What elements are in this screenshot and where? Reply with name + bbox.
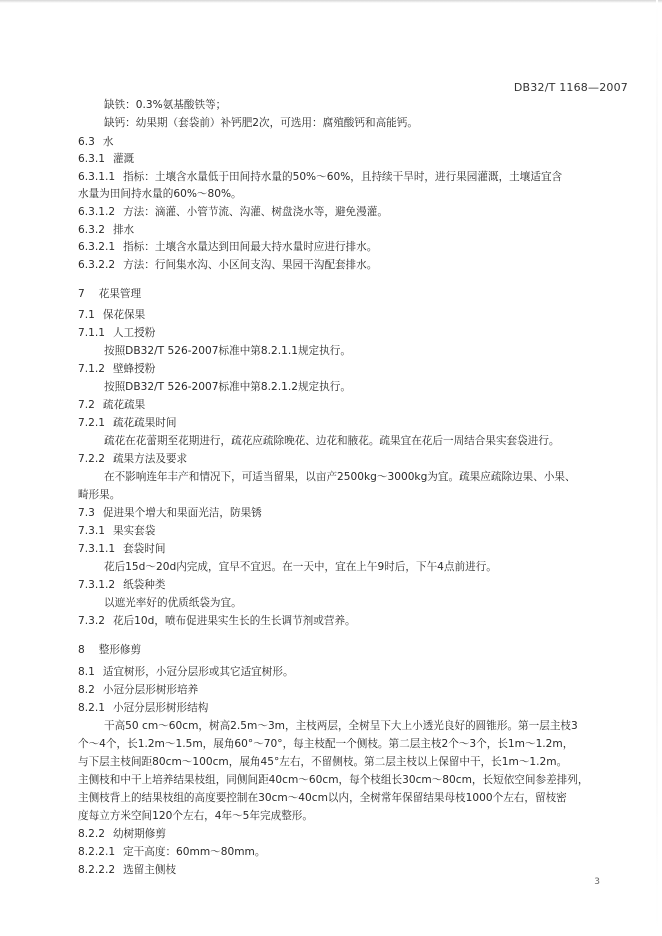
clause-line: 8.2.2.1 定干高度：60mm～80mm。 (78, 846, 266, 858)
text-line: 度每立方米空间120个左右，4年～5年完成整形。 (78, 810, 313, 822)
text-line: 水量为田间持水量的60%～80%。 (78, 188, 242, 200)
document-number: DB32/T 1168—2007 (513, 81, 628, 94)
section-heading: 7.3 促进果个增大和果面光洁，防果锈 (78, 507, 262, 519)
subsection-heading: 7.3.1 果实套袋 (78, 525, 156, 537)
subsection-heading: 6.3.1 灌溉 (78, 153, 135, 165)
text-line: 主侧枝和中干上培养结果枝组，同侧间距40cm～60cm，每个枝组长30cm～80cm，长短依空间参差排列， (78, 774, 589, 786)
subsection-heading: 7.2.2 疏果方法及要求 (78, 453, 188, 465)
clause-line: 7.3.2 花后10d，喷布促进果实生长的生长调节剂或营养。 (78, 615, 356, 627)
section-heading: 7.1 保花保果 (78, 309, 146, 321)
page-number: 3 (594, 877, 600, 887)
clause-line: 6.3.1.1 指标：土壤含水量低于田间持水量的50%～60%，且持续干旱时，进行果园灌溉，土壤适宜含 (78, 171, 563, 183)
subsection-heading: 7.1.2 壁蜂授粉 (78, 363, 156, 375)
text-line: 按照DB32/T 526-2007标准中第8.2.1.1规定执行。 (104, 345, 351, 357)
clause-heading: 8.2.2.2 选留主侧枝 (78, 864, 177, 876)
text-line: 干高50 cm～60cm，树高2.5m～3m，主枝两层，全树呈下大上小透光良好的圆锥形。第一层主枝3 (104, 720, 578, 732)
clause-line: 6.3.1.2 方法：滴灌、小管节流、沟灌、树盘浇水等，避免漫灌。 (78, 206, 388, 218)
subsection-heading: 7.1.1 人工授粉 (78, 327, 156, 339)
subsection-heading: 6.3.2 排水 (78, 224, 135, 236)
clause-line: 6.3.2.1 指标：土壤含水量达到田间最大持水量时应进行排水。 (78, 241, 378, 253)
clause-heading: 7.3.1.2 纸袋种类 (78, 579, 166, 591)
text-line: 按照DB32/T 526-2007标准中第8.2.1.2规定执行。 (104, 381, 351, 393)
text-line: 主侧枝背上的结果枝组的高度要控制在30cm～40cm以内，全树常年保留结果母枝1000个左右，留枝密 (78, 792, 567, 804)
subsection-heading: 8.2.2 幼树期修剪 (78, 828, 166, 840)
text-line: 与下层主枝间距80cm～100cm，展角45°左右，不留侧枝。第二层主枝以上保留中干，长1m～1.2m。 (78, 756, 568, 768)
text-line: 畸形果。 (78, 489, 121, 501)
section-heading: 7.2 疏花疏果 (78, 399, 146, 411)
clause-line: 6.3.2.2 方法：行间集水沟、小区间支沟、果园干沟配套排水。 (78, 259, 378, 271)
section-line: 8.1 适宜树形，小冠分层形或其它适宜树形。 (78, 666, 294, 678)
text-line: 在不影响连年丰产和情况下，可适当留果，以亩产2500kg～3000kg为宜。疏果应疏除边果、小果、 (104, 471, 576, 483)
chapter-heading: 7 花果管理 (78, 288, 142, 300)
scan-top-edge (0, 0, 662, 3)
subsection-heading: 8.2.1 小冠分层形树形结构 (78, 702, 209, 714)
chapter-heading: 8 整形修剪 (78, 644, 142, 656)
text-line: 花后15d～20d内完成，宜早不宜迟。在一天中，宜在上午9时后，下午4点前进行。 (104, 561, 497, 573)
text-line: 个～4个，长1.2m～1.5m，展角60°～70°，每主枝配一个侧枝。第二层主枝2个～3个，长1m～1.2m， (78, 738, 574, 750)
text-line: 疏花在花蕾期至花期进行，疏花应疏除晚花、边花和腋花。疏果宜在花后一周结合果实套袋进行。 (104, 435, 560, 447)
subsection-heading: 7.2.1 疏花疏果时间 (78, 417, 177, 429)
text-line: 缺铁：0.3%氨基酸铁等； (104, 99, 227, 111)
section-heading: 6.3 水 (78, 136, 114, 148)
text-line: 缺钙：幼果期（套袋前）补钙肥2次，可选用：腐殖酸钙和高能钙。 (104, 117, 418, 129)
clause-heading: 7.3.1.1 套袋时间 (78, 543, 166, 555)
section-heading: 8.2 小冠分层形树形培养 (78, 684, 199, 696)
text-line: 以遮光率好的优质纸袋为宜。 (104, 597, 242, 609)
scan-right-edge (656, 0, 658, 936)
